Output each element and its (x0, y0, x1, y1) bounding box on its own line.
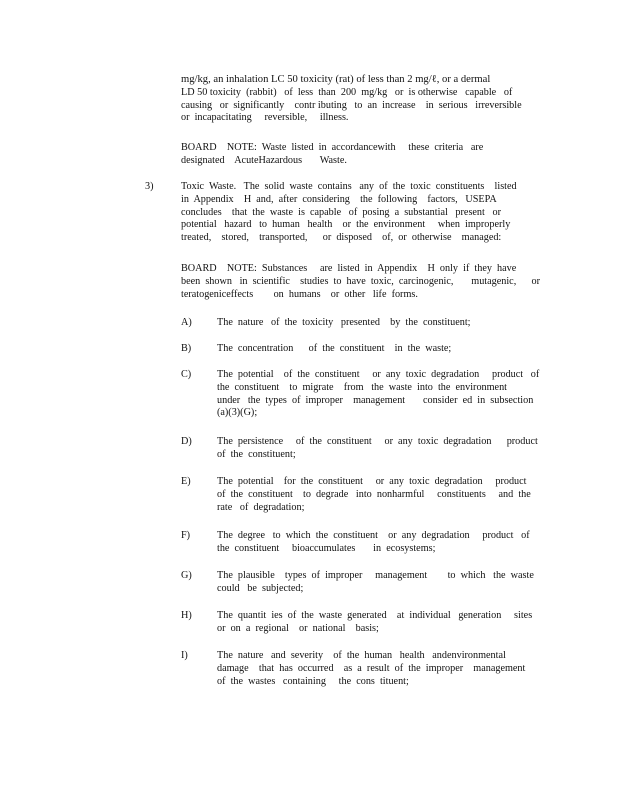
factor-marker: D) (181, 436, 192, 447)
factor-line: rate of degradation; (217, 501, 305, 513)
factor-marker: A) (181, 317, 192, 328)
factor-line: The concentration of the constituent in the waste; (217, 343, 452, 354)
factor-line: the constituent to migrate from the waste into the environment (217, 381, 507, 393)
board-note-line: teratogeniceffects on humans or other life forms. (181, 288, 418, 300)
board-note-line: BOARD NOTE: Waste listed in accordancewith these criteria are (181, 142, 484, 153)
factor-marker: G) (181, 570, 192, 581)
factor-item (217, 650, 525, 688)
section-3-paragraph (181, 181, 517, 245)
factor-line: The potential for the constituent or any toxic degradation product (217, 476, 527, 487)
intro-line: causing or significantly contr ibuting to an increase in serious irreversible (181, 99, 522, 111)
board-note-substances (181, 263, 540, 301)
factor-line: The nature and severity of the human health andenvironmental (217, 650, 506, 661)
factor-line: of the constituent; (217, 448, 296, 460)
intro-line: mg/kg, an inhalation LC 50 toxicity (rat) of less than 2 mg/ℓ, or a dermal (181, 74, 491, 85)
factor-marker: C) (181, 369, 192, 380)
factor-line: (a)(3)(G); (217, 407, 258, 419)
intro-line: LD 50 toxicity (rabbit) of less than 200 mg/kg or is otherwise capable of (181, 86, 513, 98)
intro-paragraph (181, 74, 522, 125)
factor-line: The degree to which the constituent or any degradation product of (217, 530, 530, 541)
factor-line: could be subjected; (217, 582, 304, 594)
factor-marker: B) (181, 343, 192, 354)
factor-line: The nature of the toxicity presented by the constituent; (217, 317, 471, 328)
factor-marker: E) (181, 476, 191, 487)
factor-line: The plausible types of improper management to which the waste (217, 570, 534, 581)
factor-item (217, 436, 538, 462)
factor-item (217, 476, 531, 514)
factor-line: the constituent bioaccumulates in ecosystems; (217, 542, 436, 554)
factor-line: of the constituent to degrade into nonharmful constituents and the (217, 488, 531, 500)
factor-item (217, 317, 471, 330)
intro-line: or incapacitating reversible, illness. (181, 112, 349, 124)
section-3-line: in Appendix H and, after considering the following factors, USEPA (181, 193, 497, 205)
factor-marker: I) (181, 650, 188, 661)
section-marker: 3) (145, 181, 154, 192)
factor-line: The potential of the constituent or any toxic degradation product of (217, 369, 540, 380)
section-3-line: treated, stored, transported, or disposed of, or otherwise managed: (181, 232, 502, 244)
section-3-line: potential hazard to human health or the environment when improperly (181, 219, 511, 231)
factor-item (217, 369, 539, 420)
board-note-line: BOARD NOTE: Substances are listed in Appendix H only if they have (181, 263, 517, 274)
factor-item (217, 530, 530, 556)
factor-line: or on a regional or national basis; (217, 622, 379, 634)
factor-marker: H) (181, 610, 192, 621)
factor-marker: F) (181, 530, 191, 541)
section-3-line: Toxic Waste. The solid waste contains any of the toxic constituents listed (181, 181, 517, 192)
board-note-line: designated AcuteHazardous Waste. (181, 154, 347, 166)
factor-line: under the types of improper management consider ed in subsection (217, 394, 534, 406)
board-note-acute (181, 142, 483, 168)
section-3-line: concludes that the waste is capable of posing a substantial present or (181, 206, 501, 218)
board-note-line: been shown in scientific studies to have toxic, carcinogenic, mutagenic, or (181, 275, 541, 287)
factor-item (217, 610, 532, 636)
factor-item (217, 570, 534, 596)
factor-line: of the wastes containing the cons tituent; (217, 675, 409, 687)
factor-item (217, 343, 451, 356)
factor-line: The quantit ies of the waste generated at individual generation sites (217, 610, 533, 621)
factor-line: The persistence of the constituent or any toxic degradation product (217, 436, 538, 447)
factor-line: damage that has occurred as a result of the improper management (217, 662, 526, 674)
